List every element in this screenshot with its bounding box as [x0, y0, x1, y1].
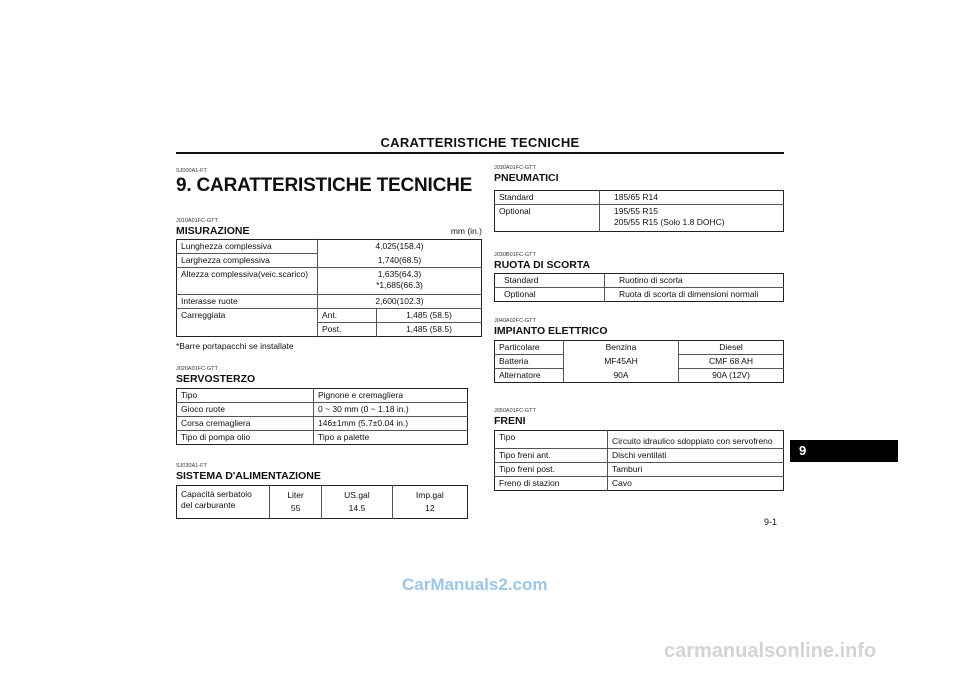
- label-line: Capacità serbatoio: [181, 489, 252, 499]
- freni-code: J050A01FC-GTT: [494, 408, 536, 414]
- post-label: Post.: [318, 323, 377, 337]
- label-line: del carburante: [181, 500, 236, 510]
- table-row: [495, 191, 784, 205]
- table-row: [177, 309, 482, 323]
- table-row: [495, 205, 784, 232]
- row-value: 146±1mm (5.7±0.04 in.): [314, 417, 468, 431]
- row-label: Tipo: [177, 389, 314, 403]
- ruota-code: J030B01FC-GTT: [494, 252, 536, 258]
- row-value: Tipo a palette: [314, 431, 468, 445]
- value-line: 205/55 R15 (Solo 1.8 DOHC): [614, 217, 725, 227]
- post-value: 1,485 (58.5): [377, 323, 482, 337]
- misurazione-title: MISURAZIONE: [176, 225, 250, 237]
- row-label: Alternatore: [495, 369, 564, 383]
- main-code: SJ000A1-FT: [176, 168, 207, 174]
- pneumatici-title: PNEUMATICI: [494, 172, 559, 184]
- row-value: 1,740(68.5): [377, 254, 422, 265]
- diesel-alternatore: 90A (12V): [679, 369, 784, 383]
- table-row: [177, 240, 482, 254]
- table-row: [495, 355, 784, 369]
- table-row: [495, 431, 784, 449]
- misurazione-unit: mm (in.): [450, 226, 482, 236]
- ant-value: 1,485 (58.5): [377, 309, 482, 323]
- pneumatici-table: [494, 190, 784, 232]
- row-label: Lunghezza complessiva: [177, 240, 318, 254]
- table-row: [177, 417, 468, 431]
- table-row: [495, 463, 784, 477]
- benzina-batteria: MF45AH: [564, 355, 679, 369]
- main-title: 9. CARATTERISTICHE TECNICHE: [176, 175, 473, 196]
- chapter-tab: 9: [790, 440, 898, 462]
- row-label: Freno di stazion: [495, 477, 608, 491]
- row-label: Interasse ruote: [177, 295, 318, 309]
- table-row: [495, 341, 784, 355]
- table-row: [495, 369, 784, 383]
- impianto-title: IMPIANTO ELETTRICO: [494, 325, 608, 337]
- row-value: Ruotino di scorta: [619, 275, 683, 285]
- row-value: 2,600(102.3): [318, 295, 482, 309]
- misurazione-table: [176, 239, 482, 337]
- row-value: 0 ~ 30 mm (0 ~ 1.18 in.): [314, 403, 468, 417]
- misurazione-note: *Barre portapacchi se installate: [176, 341, 294, 351]
- row-value: [600, 205, 784, 232]
- alimentazione-table: [176, 485, 468, 519]
- impianto-table: [494, 340, 784, 383]
- unit-usgal: US.gal: [322, 486, 393, 503]
- value-line: 1,635(64.3): [377, 269, 422, 279]
- row-label: Standard: [495, 274, 605, 288]
- row-value: [318, 268, 482, 295]
- watermark-carmanuals2[interactable]: CarManuals2.com: [402, 575, 548, 594]
- diesel-batteria: CMF 68 AH: [679, 355, 784, 369]
- table-row: [495, 288, 784, 302]
- servosterzo-table: [176, 388, 468, 445]
- row-label: Carreggiata: [177, 309, 318, 337]
- diesel-header: Diesel: [719, 342, 743, 352]
- row-value: Ruota di scorta di dimensioni normali: [605, 288, 784, 302]
- row-value: Cavo: [608, 477, 784, 491]
- row-value: 4,025(158.4): [375, 241, 424, 251]
- page-number: 9-1: [764, 517, 778, 527]
- row-label: Optional: [495, 205, 600, 232]
- servosterzo-title: SERVOSTERZO: [176, 373, 256, 385]
- ruota-title: RUOTA DI SCORTA: [494, 259, 591, 271]
- ruota-table: [494, 273, 784, 302]
- row-label: Tipo: [495, 431, 608, 449]
- row-label: Optional: [495, 288, 605, 302]
- row-label: Gioco ruote: [177, 403, 314, 417]
- table-row: [495, 477, 784, 491]
- row-label: Tipo di pompa olio: [177, 431, 314, 445]
- row-label: Tipo freni post.: [495, 463, 608, 477]
- table-row: [495, 274, 784, 288]
- table-row: [177, 486, 468, 503]
- value-liter: 55: [270, 502, 322, 519]
- misurazione-code: J010A01FC-GTT: [176, 218, 218, 224]
- row-label: Altezza complessiva(veic.scarico): [177, 268, 318, 295]
- value-impgal: 12: [425, 503, 435, 513]
- row-value: Tamburi: [608, 463, 784, 477]
- freni-title: FRENI: [494, 415, 526, 427]
- table-row: [177, 268, 482, 295]
- watermark-carmanualsonline: carmanualsonline.info: [664, 640, 877, 662]
- pneumatici-code: J030A01FC-GTT: [494, 165, 536, 171]
- alimentazione-title: SISTEMA D'ALIMENTAZIONE: [176, 470, 321, 482]
- row-label: Corsa cremagliera: [177, 417, 314, 431]
- table-row: [495, 449, 784, 463]
- impianto-code: J040A02FC-GTT: [494, 318, 536, 324]
- table-row: [177, 431, 468, 445]
- ant-label: Ant.: [318, 309, 377, 323]
- table-row: [177, 254, 482, 268]
- row-label: Particolare: [495, 341, 564, 355]
- row-label: Larghezza complessiva: [177, 254, 318, 268]
- row-value: Pignone e cremagliera: [318, 390, 404, 400]
- unit-liter: Liter: [270, 486, 322, 503]
- value-line: 195/55 R15: [614, 206, 658, 216]
- benzina-alternatore: 90A: [564, 369, 679, 383]
- row-label: Standard: [495, 191, 600, 205]
- value-line-alt: *1,685(66.3): [376, 280, 423, 290]
- row-label: Batteria: [495, 355, 564, 369]
- row-label: [177, 486, 270, 519]
- unit-impgal: Imp.gal: [415, 490, 444, 500]
- table-row: [177, 403, 468, 417]
- row-value: Circuito idraulico sdoppiato con servofreno: [612, 436, 773, 446]
- row-value: 185/65 R14: [614, 192, 658, 202]
- page-header: CARATTERISTICHE TECNICHE: [380, 135, 580, 150]
- table-row: [177, 295, 482, 309]
- table-row: [177, 389, 468, 403]
- header-rule: [176, 152, 784, 154]
- benzina-header: Benzina: [564, 341, 679, 355]
- value-usgal: 14.5: [322, 502, 393, 519]
- row-value: Dischi ventilati: [608, 449, 784, 463]
- alimentazione-code: SJ030A1-FT: [176, 463, 207, 469]
- freni-table: [494, 430, 784, 491]
- row-label: Tipo freni ant.: [495, 449, 608, 463]
- servosterzo-code: J020A01FC-GTT: [176, 366, 218, 372]
